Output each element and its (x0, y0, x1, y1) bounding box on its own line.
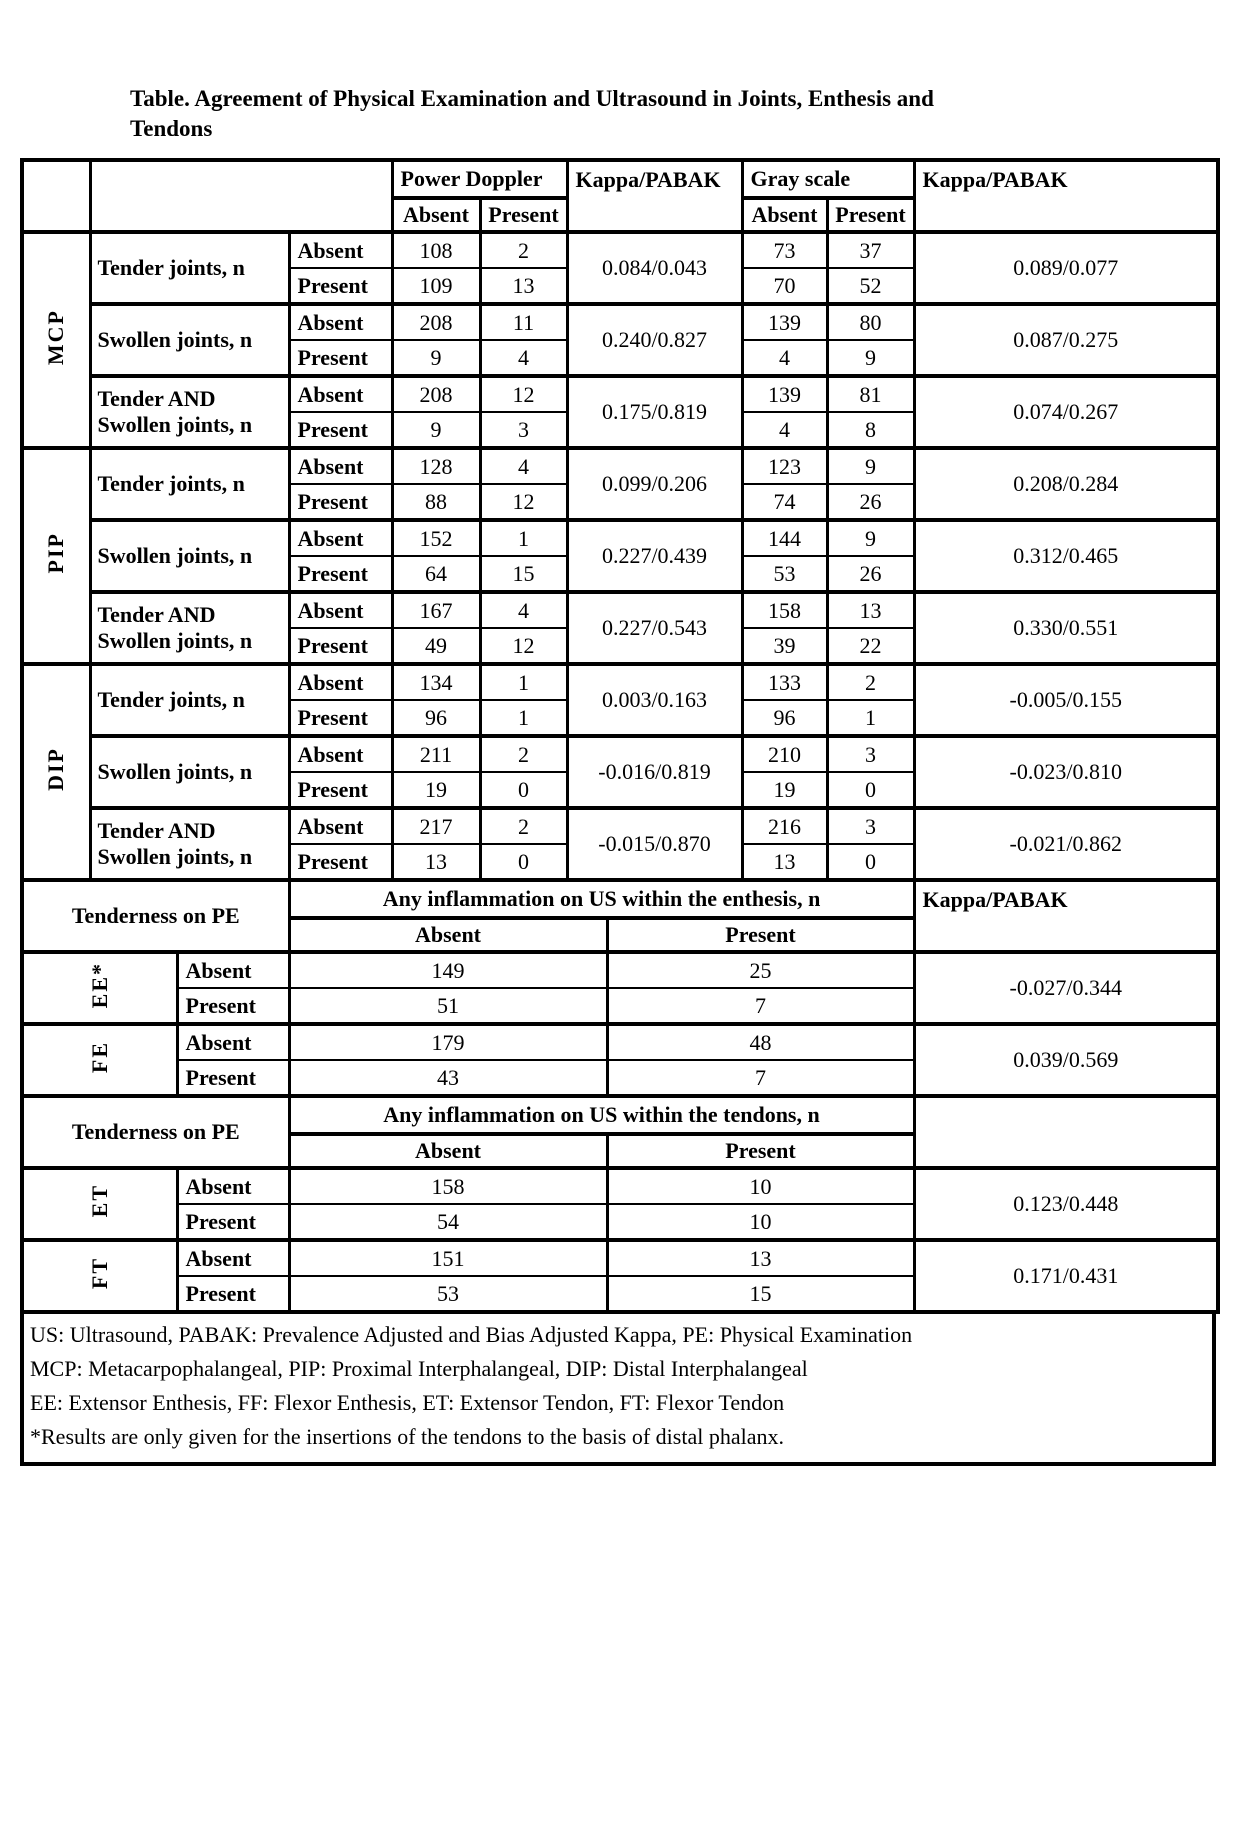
data-cell: 133 (742, 664, 827, 700)
row-label-present: Present (289, 556, 392, 592)
data-cell: 15 (607, 1276, 914, 1312)
data-cell: 0 (827, 844, 914, 880)
group-label-pip: PIP (22, 448, 90, 664)
row-label-present: Present (177, 1276, 289, 1312)
kappa-cell: 0.330/0.551 (914, 592, 1218, 664)
enthesis-us-header: Any inflammation on US within the enthesis, n (289, 880, 914, 918)
kappa-cell: 0.171/0.431 (914, 1240, 1218, 1312)
tendons-table (20, 1094, 1220, 1314)
data-cell: 0 (827, 772, 914, 808)
measure-label: Tender joints, n (90, 448, 289, 520)
data-cell: 3 (827, 808, 914, 844)
group-label-fe: FE (22, 1024, 177, 1096)
power-doppler-header: Power Doppler (392, 160, 567, 198)
data-cell: 2 (480, 808, 567, 844)
data-cell: 4 (480, 448, 567, 484)
kappa-cell: -0.005/0.155 (914, 664, 1218, 736)
data-cell: 151 (289, 1240, 607, 1276)
column-header-present: Present (607, 1134, 914, 1168)
group-label-mcp: MCP (22, 232, 90, 448)
row-label-present: Present (177, 988, 289, 1024)
data-cell: 2 (480, 736, 567, 772)
blank-cell (914, 1096, 1218, 1168)
kappa-cell: 0.227/0.439 (567, 520, 742, 592)
row-label-absent: Absent (289, 592, 392, 628)
footnote-abbreviations-1: US: Ultrasound, PABAK: Prevalence Adjusted and Bias Adjusted Kappa, PE: Physical Examination (30, 1322, 913, 1347)
data-cell: 0 (480, 772, 567, 808)
group-label-ee: EE* (22, 952, 177, 1024)
row-label-absent: Absent (289, 736, 392, 772)
footnote-abbreviations-2: MCP: Metacarpophalangeal, PIP: Proximal Interphalangeal, DIP: Distal Interphalangeal (30, 1356, 808, 1381)
measure-label: Tender AND Swollen joints, n (90, 376, 289, 448)
data-cell: 12 (480, 484, 567, 520)
measure-label: Swollen joints, n (90, 736, 289, 808)
row-label-absent: Absent (289, 448, 392, 484)
group-label-dip: DIP (22, 664, 90, 880)
kappa-cell: 0.208/0.284 (914, 448, 1218, 520)
data-cell: 26 (827, 484, 914, 520)
kappa-cell: -0.021/0.862 (914, 808, 1218, 880)
column-header-absent: Absent (392, 198, 480, 232)
data-cell: 139 (742, 376, 827, 412)
data-cell: 152 (392, 520, 480, 556)
data-cell: 9 (827, 340, 914, 376)
kappa-cell: 0.175/0.819 (567, 376, 742, 448)
data-cell: 37 (827, 232, 914, 268)
data-cell: 64 (392, 556, 480, 592)
data-cell: 167 (392, 592, 480, 628)
data-cell: 81 (827, 376, 914, 412)
data-cell: 96 (742, 700, 827, 736)
kappa-cell: 0.123/0.448 (914, 1168, 1218, 1240)
data-cell: 0 (480, 844, 567, 880)
data-cell: 9 (392, 412, 480, 448)
data-cell: 22 (827, 628, 914, 664)
kappa-cell: 0.074/0.267 (914, 376, 1218, 448)
kappa-cell: 0.240/0.827 (567, 304, 742, 376)
kappa-cell: 0.087/0.275 (914, 304, 1218, 376)
kappa-pabak-header: Kappa/PABAK (567, 160, 742, 232)
data-cell: 54 (289, 1204, 607, 1240)
data-cell: 13 (480, 268, 567, 304)
data-cell: 74 (742, 484, 827, 520)
data-cell: 11 (480, 304, 567, 340)
group-label-et: ET (22, 1168, 177, 1240)
tenderness-on-pe-header: Tenderness on PE (22, 880, 289, 952)
data-cell: 15 (480, 556, 567, 592)
footnote-abbreviations-3: EE: Extensor Enthesis, FF: Flexor Enthesis, ET: Extensor Tendon, FT: Flexor Tendon (30, 1390, 785, 1415)
row-label-absent: Absent (177, 952, 289, 988)
corner-blank-cell (22, 160, 90, 232)
row-label-present: Present (289, 700, 392, 736)
data-cell: 134 (392, 664, 480, 700)
column-header-absent: Absent (289, 1134, 607, 1168)
kappa-cell: 0.312/0.465 (914, 520, 1218, 592)
row-label-absent: Absent (177, 1168, 289, 1204)
corner-blank-cell (90, 160, 392, 232)
row-label-present: Present (177, 1204, 289, 1240)
data-cell: 13 (607, 1240, 914, 1276)
column-header-present: Present (480, 198, 567, 232)
row-label-present: Present (289, 772, 392, 808)
data-cell: 4 (480, 592, 567, 628)
kappa-cell: 0.099/0.206 (567, 448, 742, 520)
row-label-absent: Absent (289, 808, 392, 844)
row-label-present: Present (289, 268, 392, 304)
data-cell: 4 (742, 412, 827, 448)
data-cell: 8 (827, 412, 914, 448)
row-label-absent: Absent (289, 520, 392, 556)
data-cell: 128 (392, 448, 480, 484)
footnote-asterisk: *Results are only given for the insertions of the tendons to the basis of distal phalanx. (30, 1424, 784, 1449)
kappa-cell: -0.016/0.819 (567, 736, 742, 808)
kappa-cell: 0.227/0.543 (567, 592, 742, 664)
data-cell: 70 (742, 268, 827, 304)
data-cell: 7 (607, 988, 914, 1024)
data-cell: 123 (742, 448, 827, 484)
data-cell: 52 (827, 268, 914, 304)
column-header-present: Present (827, 198, 914, 232)
tenderness-on-pe-header: Tenderness on PE (22, 1096, 289, 1168)
row-label-present: Present (289, 844, 392, 880)
data-cell: 208 (392, 304, 480, 340)
data-cell: 3 (827, 736, 914, 772)
footnotes (20, 1310, 1216, 1466)
data-cell: 217 (392, 808, 480, 844)
data-cell: 1 (480, 700, 567, 736)
data-cell: 12 (480, 376, 567, 412)
column-header-absent: Absent (289, 918, 607, 952)
group-label-ft: FT (22, 1240, 177, 1312)
data-cell: 149 (289, 952, 607, 988)
data-cell: 12 (480, 628, 567, 664)
data-cell: 210 (742, 736, 827, 772)
data-cell: 3 (480, 412, 567, 448)
row-label-absent: Absent (177, 1024, 289, 1060)
data-cell: 25 (607, 952, 914, 988)
kappa-cell: -0.023/0.810 (914, 736, 1218, 808)
data-cell: 19 (392, 772, 480, 808)
data-cell: 96 (392, 700, 480, 736)
joints-table (20, 158, 1220, 882)
kappa-pabak-header: Kappa/PABAK (914, 160, 1218, 232)
data-cell: 80 (827, 304, 914, 340)
data-cell: 4 (742, 340, 827, 376)
data-cell: 48 (607, 1024, 914, 1060)
kappa-cell: 0.084/0.043 (567, 232, 742, 304)
data-cell: 49 (392, 628, 480, 664)
measure-label: Tender AND Swollen joints, n (90, 592, 289, 664)
data-cell: 158 (289, 1168, 607, 1204)
data-cell: 1 (480, 664, 567, 700)
page (0, 84, 1240, 1838)
data-cell: 13 (392, 844, 480, 880)
tendons-us-header: Any inflammation on US within the tendons, n (289, 1096, 914, 1134)
data-cell: 51 (289, 988, 607, 1024)
data-cell: 1 (827, 700, 914, 736)
measure-label: Swollen joints, n (90, 304, 289, 376)
data-cell: 43 (289, 1060, 607, 1096)
data-cell: 139 (742, 304, 827, 340)
data-cell: 13 (742, 844, 827, 880)
enthesis-table (20, 878, 1220, 1098)
data-cell: 53 (289, 1276, 607, 1312)
row-label-present: Present (289, 628, 392, 664)
data-cell: 9 (392, 340, 480, 376)
data-cell: 9 (827, 520, 914, 556)
row-label-absent: Absent (289, 376, 392, 412)
kappa-cell: 0.089/0.077 (914, 232, 1218, 304)
kappa-cell: -0.015/0.870 (567, 808, 742, 880)
data-cell: 109 (392, 268, 480, 304)
gray-scale-header: Gray scale (742, 160, 914, 198)
row-label-absent: Absent (177, 1240, 289, 1276)
data-cell: 144 (742, 520, 827, 556)
kappa-pabak-header: Kappa/PABAK (914, 880, 1218, 952)
row-label-absent: Absent (289, 232, 392, 268)
data-cell: 208 (392, 376, 480, 412)
data-cell: 211 (392, 736, 480, 772)
data-cell: 158 (742, 592, 827, 628)
row-label-present: Present (177, 1060, 289, 1096)
row-label-absent: Absent (289, 304, 392, 340)
table-title: Table. Agreement of Physical Examination and Ultrasound in Joints, Enthesis and Tendons (130, 86, 934, 141)
data-cell: 1 (480, 520, 567, 556)
kappa-cell: -0.027/0.344 (914, 952, 1218, 1024)
row-label-present: Present (289, 412, 392, 448)
data-cell: 39 (742, 628, 827, 664)
data-cell: 19 (742, 772, 827, 808)
kappa-cell: 0.039/0.569 (914, 1024, 1218, 1096)
measure-label: Tender AND Swollen joints, n (90, 808, 289, 880)
data-cell: 2 (827, 664, 914, 700)
data-cell: 13 (827, 592, 914, 628)
data-cell: 73 (742, 232, 827, 268)
data-cell: 88 (392, 484, 480, 520)
data-cell: 216 (742, 808, 827, 844)
data-cell: 26 (827, 556, 914, 592)
measure-label: Tender joints, n (90, 232, 289, 304)
column-header-present: Present (607, 918, 914, 952)
data-cell: 10 (607, 1168, 914, 1204)
row-label-present: Present (289, 484, 392, 520)
data-cell: 2 (480, 232, 567, 268)
data-cell: 4 (480, 340, 567, 376)
data-cell: 179 (289, 1024, 607, 1060)
data-cell: 9 (827, 448, 914, 484)
row-label-absent: Absent (289, 664, 392, 700)
kappa-cell: 0.003/0.163 (567, 664, 742, 736)
column-header-absent: Absent (742, 198, 827, 232)
data-cell: 53 (742, 556, 827, 592)
data-cell: 10 (607, 1204, 914, 1240)
row-label-present: Present (289, 340, 392, 376)
measure-label: Swollen joints, n (90, 520, 289, 592)
data-cell: 7 (607, 1060, 914, 1096)
data-cell: 108 (392, 232, 480, 268)
measure-label: Tender joints, n (90, 664, 289, 736)
